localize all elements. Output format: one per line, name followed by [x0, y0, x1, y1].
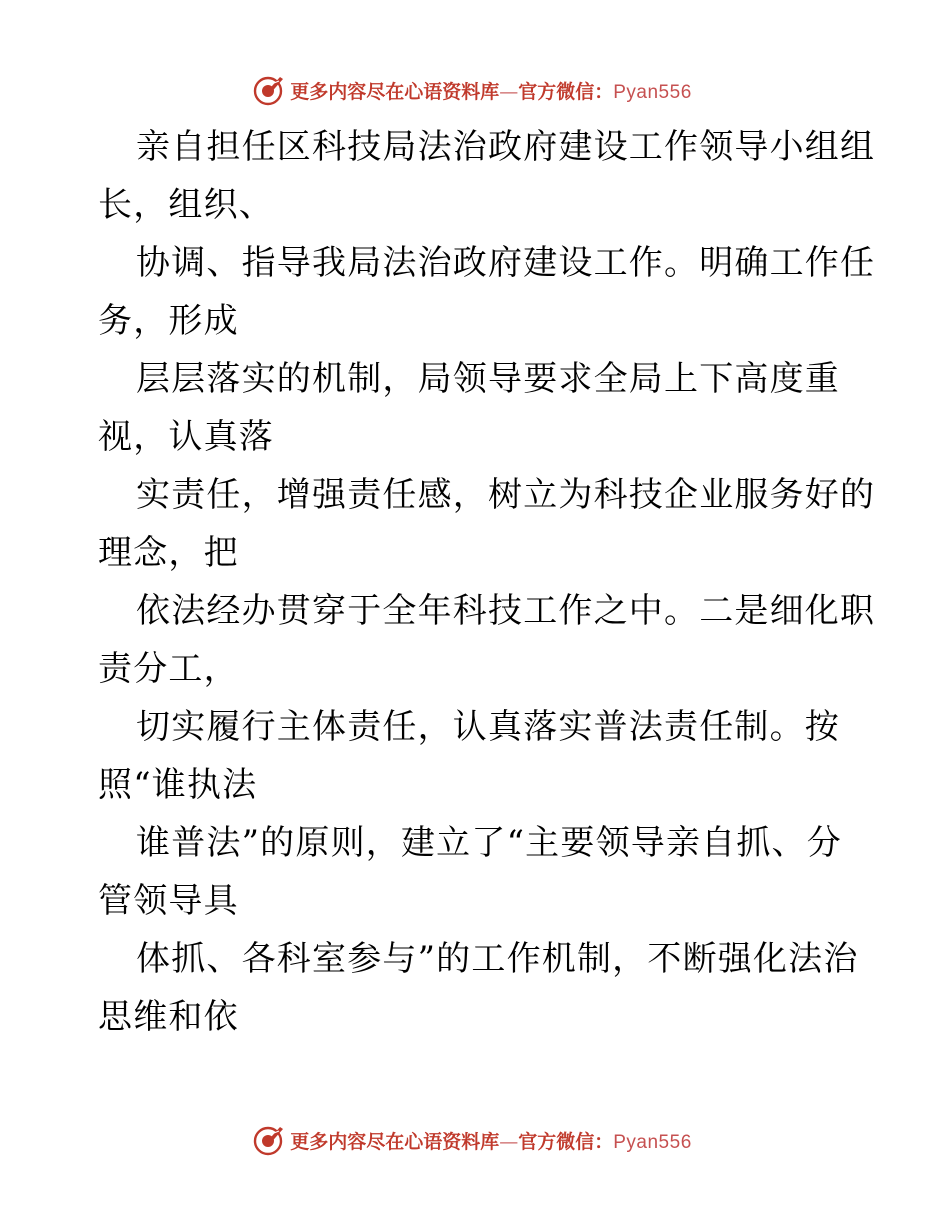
watermark-sep: — [499, 80, 519, 103]
text-line: 视，认真落 [98, 417, 274, 457]
text-line: 思维和依 [98, 997, 239, 1037]
text-line: 理念，把 [98, 533, 239, 573]
text-line: 谁普法”的原则，建立了“主要领导亲自抓、分 [136, 823, 842, 863]
watermark-sep: — [499, 1130, 519, 1153]
text-line: 长，组织、 [98, 185, 274, 225]
watermark-account-id: Pyan556 [613, 81, 692, 103]
watermark-text [290, 77, 692, 104]
text-line: 实责任，增强责任感，树立为科技企业服务好的 [136, 475, 876, 515]
watermark-footer [0, 1120, 950, 1160]
watermark-header [0, 70, 950, 110]
text-line: 切实履行主体责任，认真落实普法责任制。按 [136, 707, 840, 747]
document-body [98, 118, 876, 1046]
watermark-account-id: Pyan556 [613, 1131, 692, 1153]
watermark-account-label: 官方微信： [518, 1130, 614, 1153]
text-line: 管领导具 [98, 881, 239, 921]
quill-pen-logo-icon [252, 1123, 286, 1157]
text-line: 责分工， [98, 649, 239, 689]
watermark-prefix: 更多内容尽在心语资料库 [290, 80, 500, 103]
watermark-account-label: 官方微信： [518, 80, 614, 103]
watermark-text [290, 1127, 692, 1154]
text-line: 照“谁执法 [98, 765, 258, 805]
text-line: 依法经办贯穿于全年科技工作之中。二是细化职 [136, 591, 876, 631]
text-line: 务，形成 [98, 301, 239, 341]
text-line: 层层落实的机制，局领导要求全局上下高度重 [136, 359, 840, 399]
watermark-prefix: 更多内容尽在心语资料库 [290, 1130, 500, 1153]
quill-pen-logo-icon [252, 73, 286, 107]
text-line: 协调、指导我局法治政府建设工作。明确工作任 [136, 243, 876, 283]
text-line: 体抓、各科室参与”的工作机制，不断强化法治 [136, 939, 859, 979]
text-line: 亲自担任区科技局法治政府建设工作领导小组组 [136, 127, 876, 167]
